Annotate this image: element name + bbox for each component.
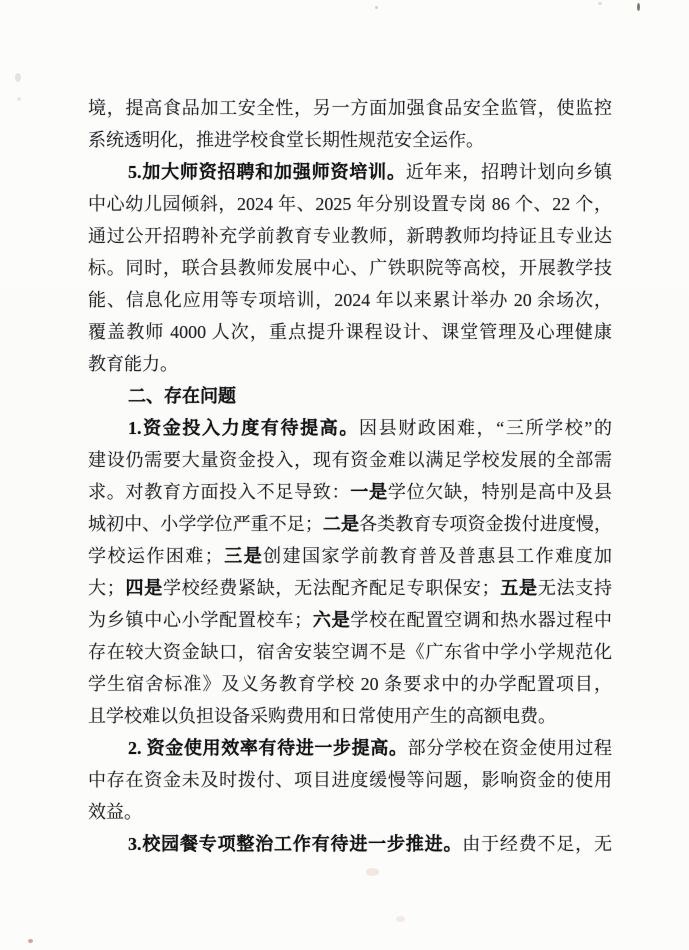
text-line <box>88 604 612 636</box>
text-line <box>88 252 612 284</box>
text-line <box>88 412 612 444</box>
text-line <box>88 156 612 188</box>
bold-text-segment: 1.资金投入力度有待提高。 <box>128 418 359 438</box>
body-text-segment: 学校在配置空调和热水器过程中 <box>350 610 612 630</box>
body-text-segment: 学校经费紧缺，无法配齐配足专职保安； <box>162 578 500 598</box>
text-line <box>88 828 612 860</box>
body-text-segment: 由于经费不足，无 <box>462 834 612 854</box>
body-text-segment: 学位欠缺，特别是高中及县 <box>387 482 612 502</box>
body-text-segment: 系统透明化，推进学校食堂长期性规范安全运作。 <box>88 130 484 150</box>
body-text-segment: 近年来，招聘计划向乡镇 <box>405 162 612 182</box>
bold-text-segment: 五是 <box>499 578 538 598</box>
bold-text-segment: 二是 <box>322 514 360 534</box>
text-line <box>88 796 612 828</box>
body-text-segment: 教育能力。 <box>88 354 178 374</box>
text-line <box>88 572 612 604</box>
body-text-segment: 学生宿舍标准》及义务教育学校 20 条要求中的办学配置项目， <box>88 674 612 694</box>
text-line <box>88 92 612 124</box>
body-text-segment: 存在较大资金缺口，宿舍安装空调不是《广东省中学小学规范化 <box>88 642 612 662</box>
body-text-segment: 求。对教育方面投入不足导致： <box>88 482 351 502</box>
document-text-block <box>88 92 612 860</box>
body-text-segment: 部分学校在资金使用过程 <box>407 738 612 758</box>
body-text-segment: 能、信息化应用等专项培训，2024 年以来累计举办 20 余场次， <box>88 290 612 310</box>
text-line <box>88 348 612 380</box>
text-line <box>88 316 612 348</box>
bold-text-segment: 2. 资金使用效率有待进一步提高。 <box>128 738 408 758</box>
body-text-segment: 大； <box>88 578 125 598</box>
bold-text-segment: 5.加大师资招聘和加强师资培训。 <box>128 162 406 182</box>
text-line <box>88 188 612 220</box>
ink-dash-top-right-artifact <box>637 3 640 11</box>
text-line <box>88 220 612 252</box>
speck-top-center-artifact <box>375 6 378 9</box>
body-text-segment: 创建国家学前教育普及普惠县工作难度加 <box>263 546 612 566</box>
body-text-segment: 城初中、小学学位严重不足； <box>88 514 323 534</box>
text-line <box>88 764 612 796</box>
body-text-segment: 标。同时，联合县教师发展中心、广铁职院等高校，开展教学技 <box>88 258 612 278</box>
pink-smudge-2-artifact <box>396 916 405 922</box>
body-text-segment: 中存在资金未及时拨付、项目进度缓慢等问题，影响资金的使用 <box>88 770 612 790</box>
body-text-segment: 因县财政困难，“三所学校”的 <box>358 418 612 438</box>
body-text-segment: 为乡镇中心小学配置校车； <box>88 610 313 630</box>
text-line <box>88 284 612 316</box>
text-line <box>88 380 612 412</box>
text-line <box>88 668 612 700</box>
smudge-left-margin-1-artifact <box>15 73 21 82</box>
body-text-segment: 效益。 <box>88 802 142 822</box>
text-line <box>88 508 612 540</box>
speck-top-right-faint-artifact <box>598 2 602 5</box>
body-text-segment: 中心幼儿园倾斜，2024 年、2025 年分别设置专岗 86 个、22 个， <box>88 194 612 214</box>
body-text-segment: 覆盖教师 4000 人次，重点提升课程设计、课堂管理及心理健康 <box>88 322 612 342</box>
body-text-segment: 且学校难以负担设备采购费用和日常使用产生的高额电费。 <box>88 706 556 726</box>
text-line <box>88 540 612 572</box>
bold-text-segment: 四是 <box>124 578 163 598</box>
body-text-segment: 通过公开招聘补充学前教育专业教师，新聘教师均持证且专业达 <box>88 226 612 246</box>
text-line <box>88 636 612 668</box>
text-line <box>88 700 612 732</box>
text-line <box>88 444 612 476</box>
text-line <box>88 732 612 764</box>
body-text-segment: 建设仍需要大量资金投入，现有资金难以满足学校发展的全部需 <box>88 450 612 470</box>
body-text-segment: 各类教育专项资金拨付进度慢， <box>359 514 612 534</box>
smudge-left-margin-2-artifact <box>17 97 21 101</box>
text-line <box>88 476 612 508</box>
bold-text-segment: 一是 <box>350 482 388 502</box>
body-text-segment: 境，提高食品加工安全性，另一方面加强食品安全监管，使监控 <box>88 98 612 118</box>
bold-text-segment: 三是 <box>222 546 264 566</box>
bold-text-segment: 六是 <box>312 610 351 630</box>
body-text-segment: 学校运作困难； <box>88 546 223 566</box>
pink-smudge-1-artifact <box>366 868 379 876</box>
text-line <box>88 124 612 156</box>
bold-text-segment: 3.校园餐专项整治工作有待进一步推进。 <box>128 834 463 854</box>
body-text-segment: 无法支持 <box>537 578 612 598</box>
bold-text-segment: 二、存在问题 <box>128 386 236 406</box>
red-speck-bottom-left-artifact <box>28 939 33 943</box>
